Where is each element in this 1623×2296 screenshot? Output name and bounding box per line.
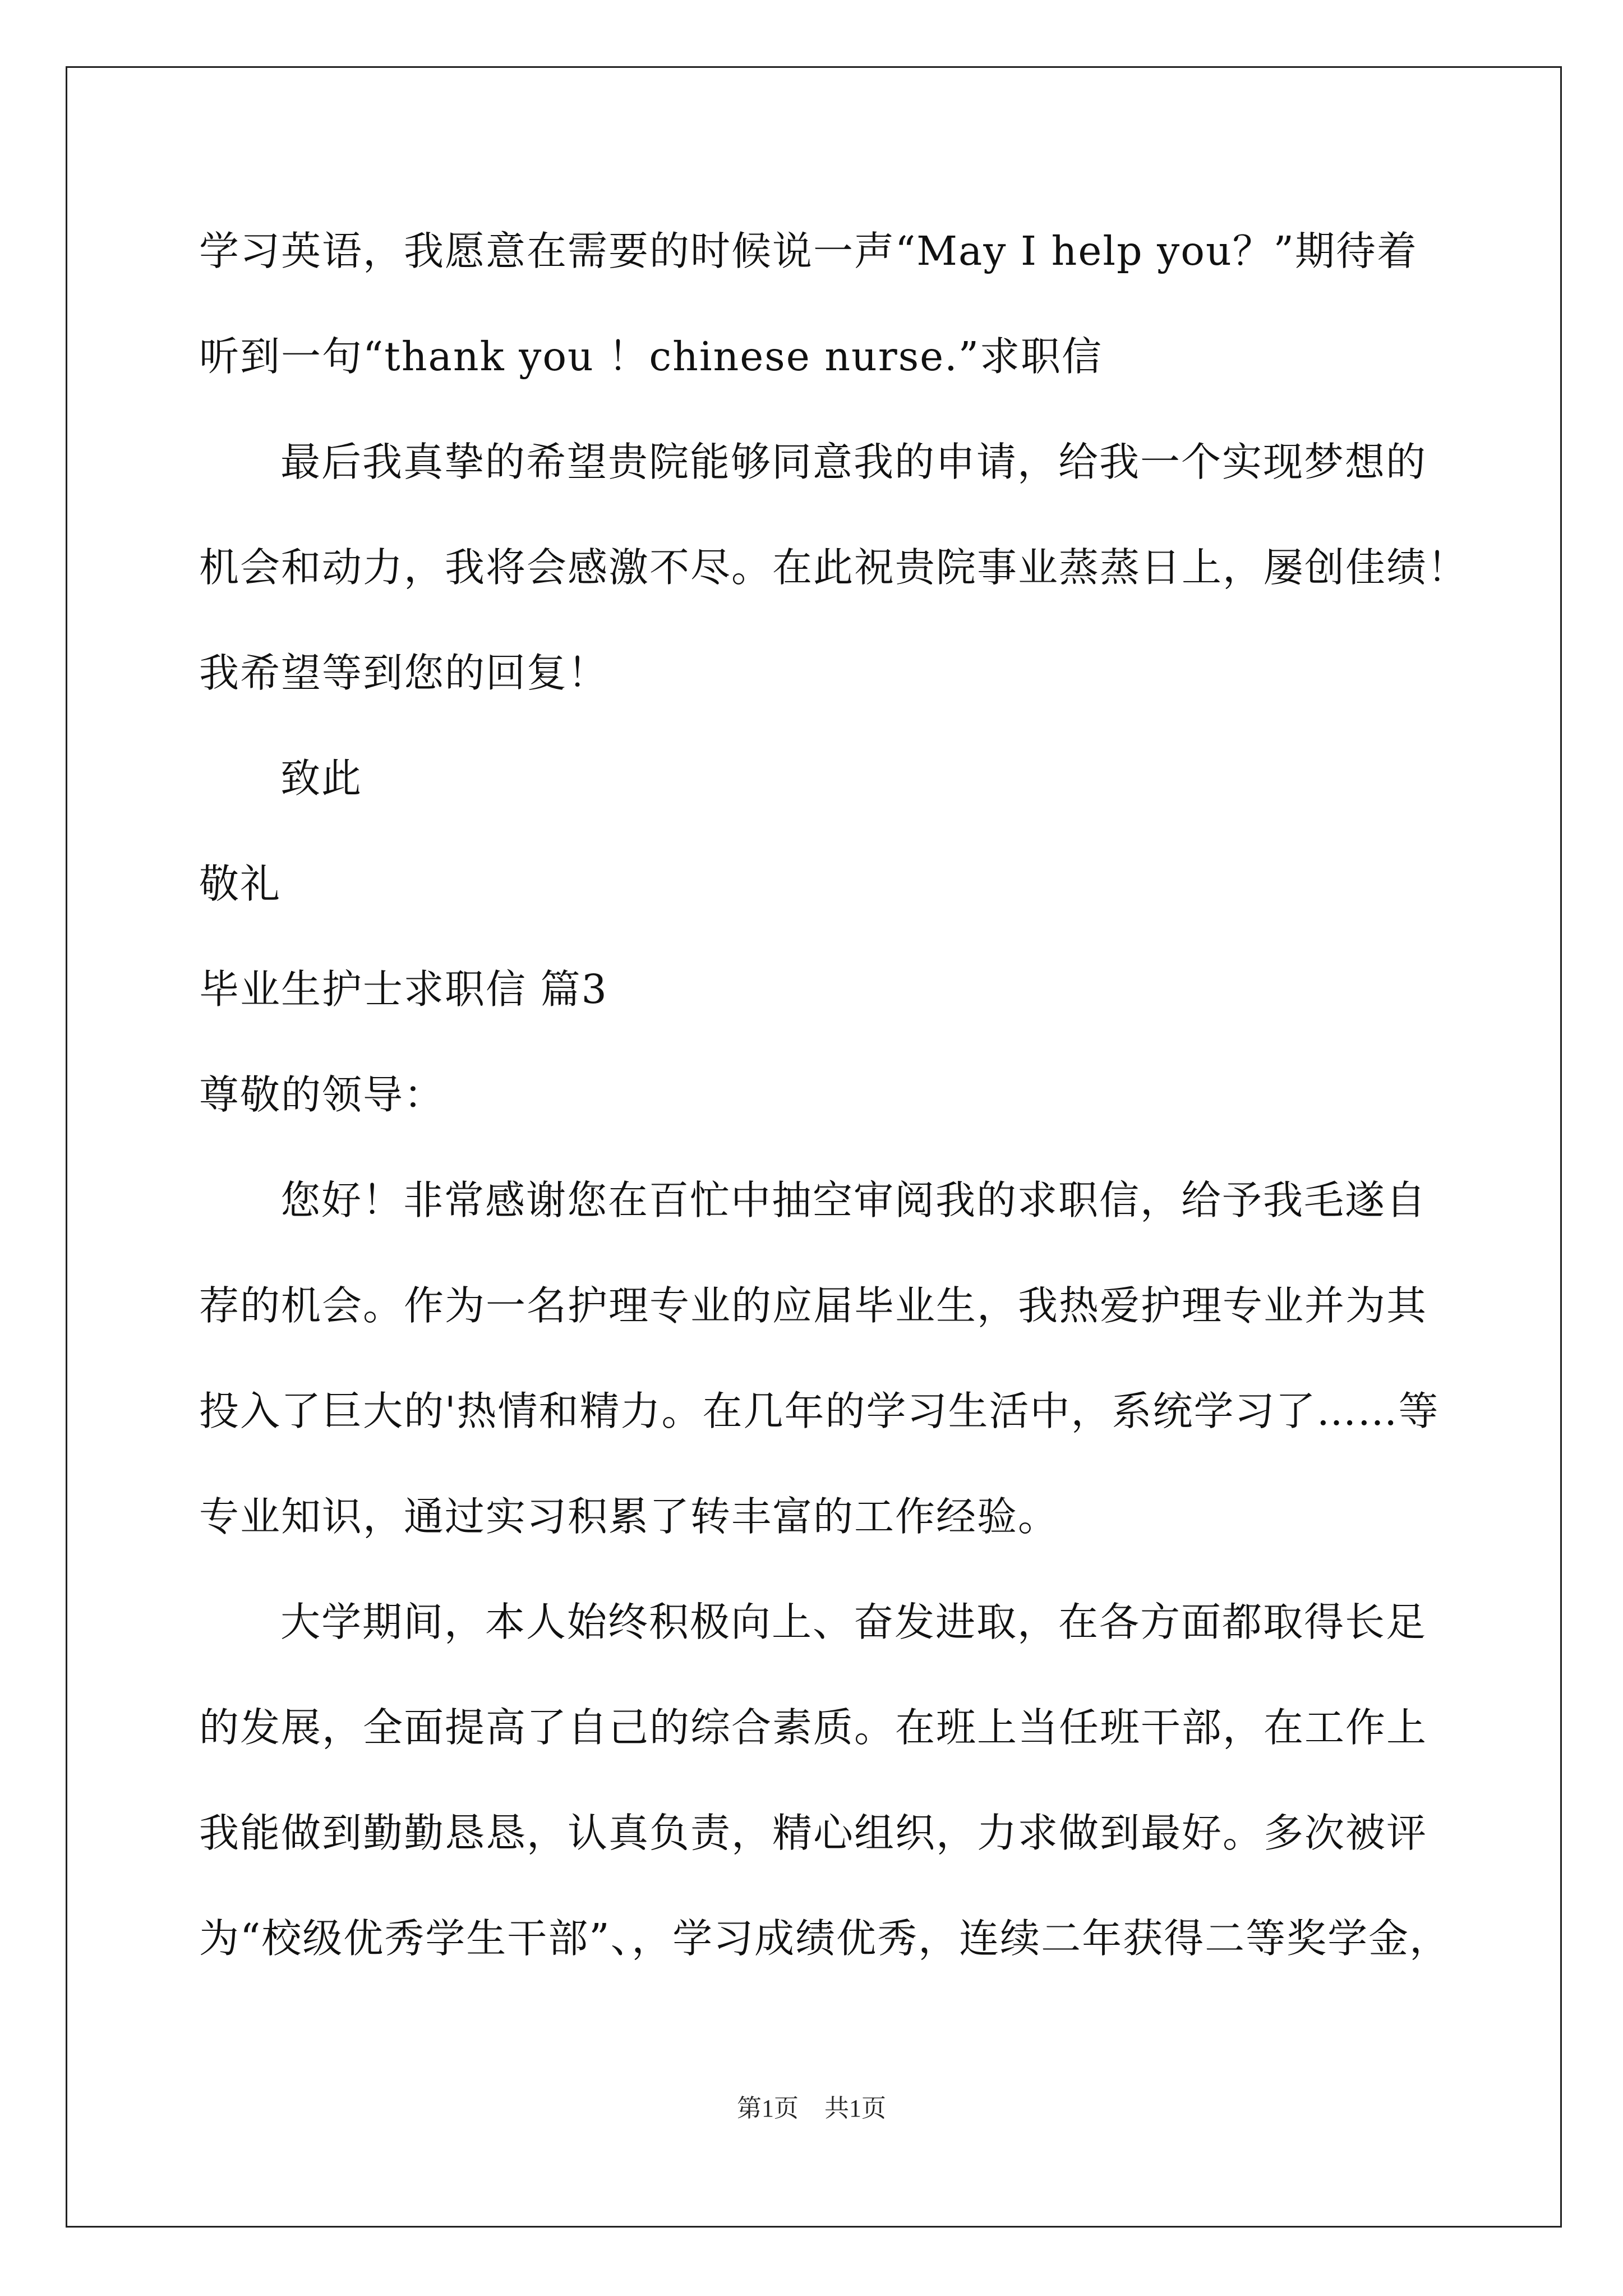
- text-line: 为“校级优秀学生干部”、，学习成绩优秀，连续二年获得二等奖学金，: [199, 1915, 1451, 1962]
- text-line: 的发展，全面提高了自己的综合素质。在班上当任班干部，在工作上: [199, 1704, 1428, 1751]
- text-line: 专业知识，通过实习积累了转丰富的工作经验。: [199, 1493, 1059, 1540]
- page-total: 共1页: [824, 2095, 886, 2122]
- paragraph-start: 大学期间，本人始终积极向上、奋发进取，在各方面都取得长足: [280, 1599, 1427, 1645]
- text-line: 荐的机会。作为一名护理专业的应届毕业生，我热爱护理专业并为其: [199, 1282, 1428, 1329]
- paragraph-start: 最后我真挚的希望贵院能够同意我的申请，给我一个实现梦想的: [280, 439, 1427, 485]
- page-footer: [0, 2088, 1623, 2124]
- text-line: 听到一句“thank you ！chinese nurse.”求职信: [199, 333, 1103, 380]
- paragraph-start: 您好！非常感谢您在百忙中抽空审阅我的求职信，给予我毛遂自: [280, 1177, 1427, 1223]
- salutation-closing: 敬礼: [199, 861, 282, 907]
- document-body: [199, 218, 1469, 2010]
- text-line: 我希望等到您的回复！: [199, 650, 609, 696]
- text-line: 机会和动力，我将会感激不尽。在此祝贵院事业蒸蒸日上，屡创佳绩！: [199, 544, 1469, 591]
- text-line: 投入了巨大的'热情和精力。在几年的学习生活中，系统学习了……等: [199, 1388, 1440, 1434]
- section-heading: 毕业生护士求职信 篇3: [199, 966, 608, 1013]
- text-line: 学习英语，我愿意在需要的时候说一声“May I help you？”期待着: [199, 228, 1418, 274]
- text-line: 我能做到勤勤恳恳，认真负责，精心组织，力求做到最好。多次被评: [199, 1810, 1428, 1856]
- page-number: 第1页: [737, 2095, 799, 2122]
- salutation: 尊敬的领导：: [199, 1071, 445, 1118]
- closing-phrase: 致此: [280, 755, 363, 802]
